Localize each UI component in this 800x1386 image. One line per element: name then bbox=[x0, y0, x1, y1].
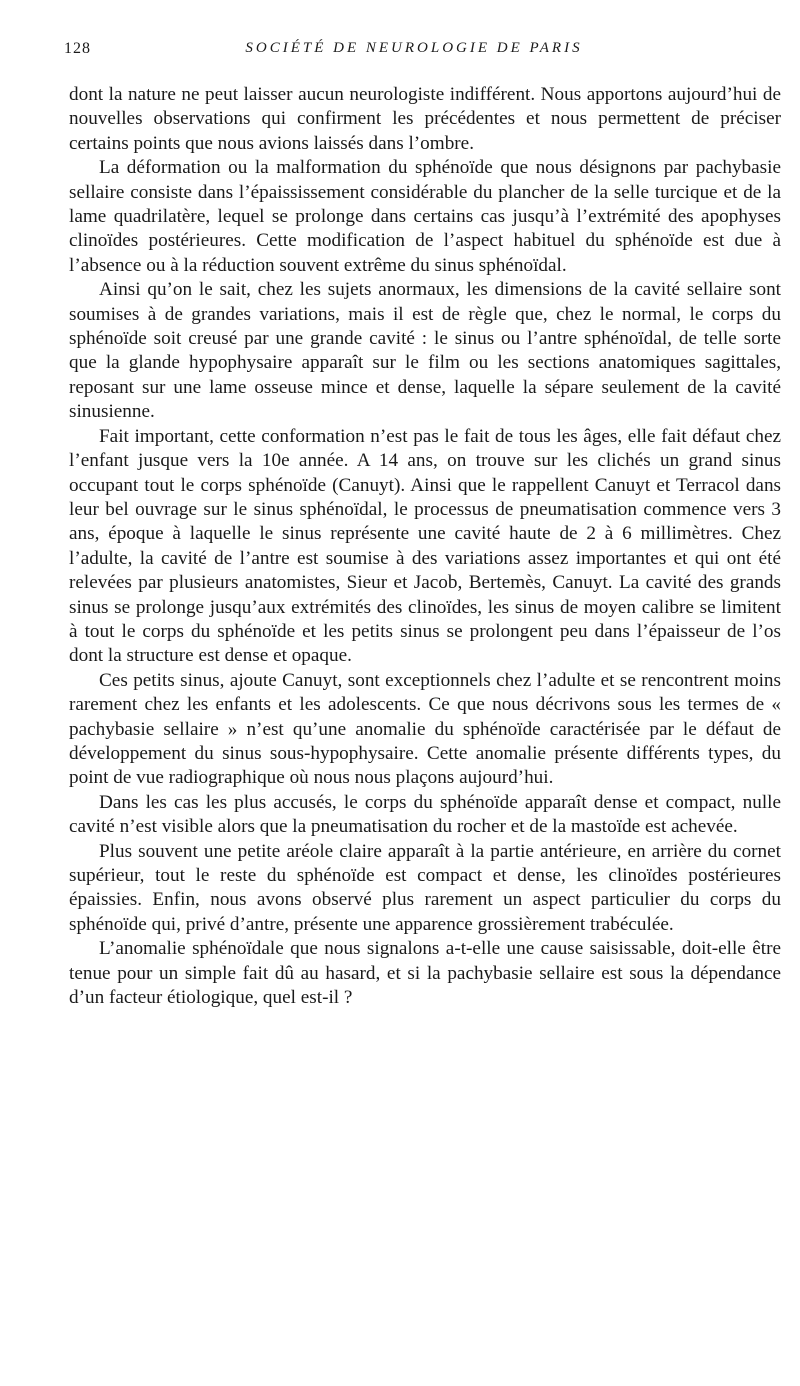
paragraph-small-sinus: Ces petits sinus, ajoute Canuyt, sont exceptionnels chez l’adulte et se rencontrent moins rarement chez les enfants et les adolescents. Ce que nous décrivons sous les termes de « pachybasie sellaire » n’est qu’une anomalie du sphénoïde caractérisée par le défaut de développement du sinus sous-hypophysaire. Cette anomalie présente différents types, du point de vue radiographique où nous nous plaçons aujourd’hui. bbox=[69, 669, 781, 789]
paragraph-areole-type: Plus souvent une petite aréole claire apparaît à la partie antérieure, en arrière du cornet supérieur, tout le reste du sphénoïde est compact et dense, les clinoïdes postérieures épaissies. Enfin, nous avons observé plus rarement un aspect particulier du corps du sphénoïde qui, privé d’antre, présente une apparence grossièrement trabéculée. bbox=[69, 840, 781, 935]
paragraph-normal-anatomy: Ainsi qu’on le sait, chez les sujets anormaux, les dimensions de la cavité sellaire sont soumises à de grandes variations, mais il est de règle que, chez le normal, le corps du sphénoïde soit creusé par une grande cavité : le sinus ou l’antre sphénoïdal, de telle sorte que la glande hypophysaire apparaît sur le film ou les sections anatomiques sagittales, reposant sur une lame osseuse mince et dense, laquelle la sépare seulement de la cavité sinusienne. bbox=[69, 279, 781, 423]
paragraph-definition: La déformation ou la malformation du sphénoïde que nous désignons par pachybasie sellaire consiste dans l’épaississement considérable du plancher de la selle turcique et de la lame quadrilatère, lequel se prolonge dans certains cas jusqu’à l’extrémité des apophyses clinoïdes postérieures. Cette modification de l’aspect habituel du sphénoïde est due à l’absence ou à la réduction souvent extrême du sinus sphénoïdal. bbox=[69, 157, 781, 276]
body-text bbox=[69, 83, 781, 1010]
page-header bbox=[64, 40, 764, 64]
paragraph-dense-type: Dans les cas les plus accusés, le corps du sphénoïde apparaît dense et compact, nulle cavité n’est visible alors que la pneumatisation du rocher et de la mastoïde est achevée. bbox=[69, 791, 781, 838]
paragraph-etiology-question: L’anomalie sphénoïdale que nous signalons a-t-elle une cause saisissable, doit-elle être tenue pour un simple fait dû au hasard, et si la pachybasie sellaire est sous la dépendance d’un facteur étiologique, quel est-il ? bbox=[69, 938, 781, 1009]
paragraph-continuation: dont la nature ne peut laisser aucun neurologiste indifférent. Nous apportons aujourd’hui de nouvelles observations qui confirment les précédentes et nous permettent de préciser certains points que nous avions laissés dans l’ombre. bbox=[69, 84, 781, 154]
running-title: SOCIÉTÉ DE NEUROLOGIE DE PARIS bbox=[245, 40, 583, 56]
page-number: 128 bbox=[64, 40, 91, 57]
paragraph-age-development: Fait important, cette conformation n’est pas le fait de tous les âges, elle fait défaut chez l’enfant jusque vers la 10e année. A 14 ans, on trouve sur les clichés un grand sinus occupant tout le corps sphénoïde (Canuyt). Ainsi que le rappellent Canuyt et Terracol dans leur bel ouvrage sur le sinus sphénoïdal, le processus de pneumatisation commence vers 3 ans, époque à laquelle le sinus représente une cavité haute de 2 à 6 millimètres. Chez l’adulte, la cavité de l’antre est soumise à des variations assez importantes et qui ont été relevées par plusieurs anatomistes, Sieur et Jacob, Bertemès, Canuyt. La cavité des grands sinus se prolonge jusqu’aux extrémités des clinoïdes, les sinus de moyen calibre se limitent à tout le corps du sphénoïde et les petits sinus se prolongent peu dans l’épaisseur de l’os dont la structure est dense et opaque. bbox=[69, 425, 781, 667]
